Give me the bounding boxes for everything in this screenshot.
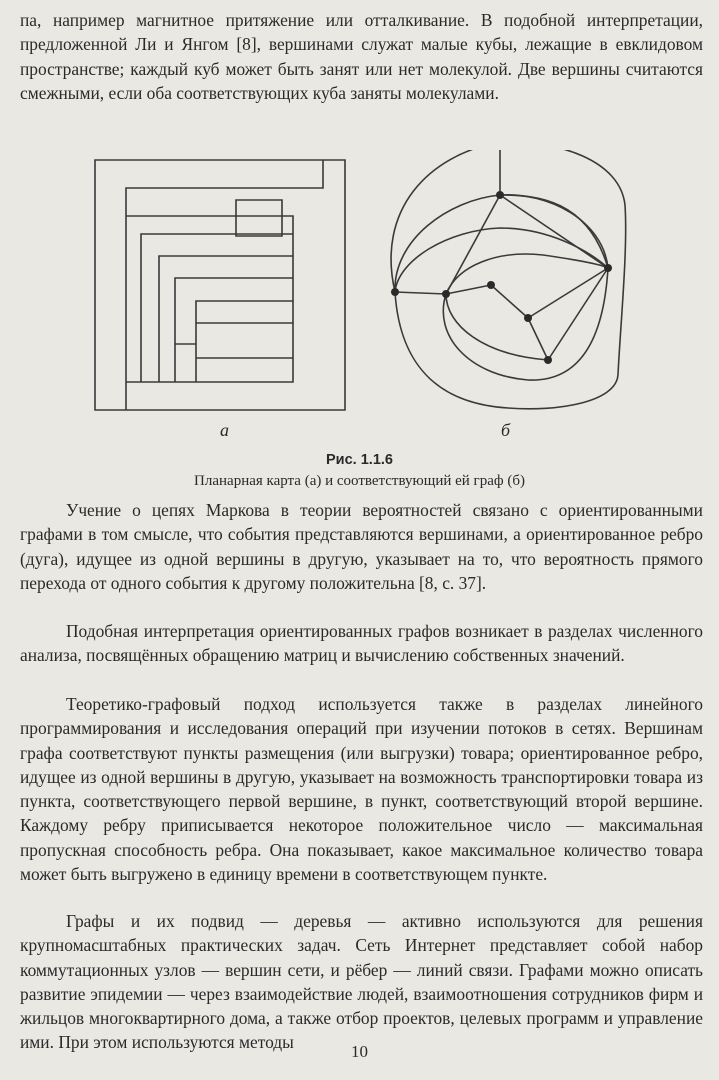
paragraph-markov: Учение о цепях Маркова в теории вероятностей связано с ориентированными графами в том смысле, что события представляются вершинами, а ориентированное ребро (дуга), идущее из одной вершины в другую, указывает на то, что вероятность прямого перехода от одного события к другому положительна [8, с. 37]. (20, 500, 703, 593)
figure-label-a: а (220, 420, 229, 440)
paragraph-numerical-analysis: Подобная интерпретация ориентированных графов возникает в разделах численного анализа, посвящённых обращению матриц и вычислению собственных значений. (20, 621, 703, 666)
paragraph-intro: па, например магнитное притяжение или отталкивание. В подобной интерпретации, предложенной Ли и Янгом [8], вершинами служат малые кубы, лежащие в евклидовом пространстве; каждый куб может быть занят или нет молекулой. Две вершины считаются смежными, если оба соответствующих куба заняты молекулами. (20, 10, 703, 103)
figure-1-1-6 (0, 150, 719, 450)
planar-map-diagram (93, 158, 349, 414)
figure-caption-text: Планарная карта (а) и соответствующий ей граф (б) (194, 473, 525, 489)
planar-graph-diagram (388, 150, 638, 420)
paragraph-linear-programming: Теоретико-графовый подход используется также в разделах линейного программирования и исследования операций при изучении потоков в сетях. Вершинам графа соответствуют пункты размещения (или выгрузки) товара; ориентированное ребро, идущее из одной вершины в другую, указывает на возможность транспортировки товара из пункта, соответствующего первой вершине, в пункт, соответствующий второй вершине. Каждому ребру приписывается некоторое положительное число — максимальная пропускная способность ребра. Она показывает, какое максимальное количество товара может быть выгружено в единицу времени в соответствующем пункте. (20, 694, 703, 885)
figure-label-b: б (501, 420, 511, 440)
figure-caption-title: Рис. 1.1.6 (326, 452, 393, 468)
page-number: 10 (351, 1042, 368, 1061)
paragraph-graphs-and-trees: Графы и их подвид — деревья — активно используются для решения крупномасштабных практических задач. Сеть Интернет представляет собой набор коммутационных узлов — вершин сети, и рёбер — линий связи. Графами можно описать развитие эпидемии — через взаимодействие людей, взаимоотношения сотрудников фирм и жильцов многоквартирного дома, а также отбор проектов, целевых программ и управление ими. При этом используются методы (20, 911, 703, 1053)
